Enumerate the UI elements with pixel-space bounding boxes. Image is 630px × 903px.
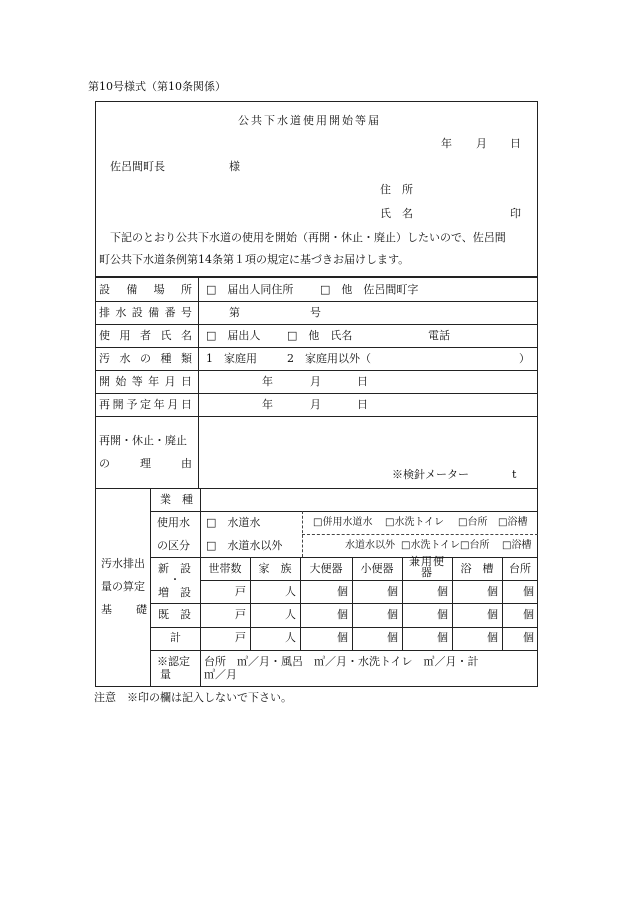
meter-unit: t: [512, 468, 517, 481]
location-same-checkbox[interactable]: □ 届出人同住所: [206, 283, 294, 296]
addition-label: 増 設: [158, 586, 191, 599]
existing-label: 既 設: [158, 608, 191, 621]
header-kitchen: 台所: [509, 562, 531, 575]
certified-amount-line2: ㎥／月: [204, 668, 237, 681]
header-households: 世帯数: [208, 562, 242, 575]
addition-unit-2: 個: [337, 585, 348, 598]
bath-checkbox-2[interactable]: □浴槽: [502, 540, 532, 551]
non-tap-label: 水道水以外: [345, 540, 395, 551]
addition-unit-0: 戸: [235, 585, 246, 598]
drain-number-prefix: 第: [229, 306, 240, 319]
start-date-label: 開 始 等 年 月 日: [99, 375, 192, 388]
user-name-label: 使 用 者 氏 名: [99, 329, 192, 342]
drain-number-label: 排 水 設 備 番 号: [99, 306, 192, 319]
restart-date-year: 年: [262, 398, 273, 411]
restart-date-label: 再 開 予 定 年 月 日: [99, 398, 192, 411]
statement-line1: 下記のとおり公共下水道の使用を開始（再開・休止・廃止）したいので、佐呂間: [110, 231, 506, 244]
existing-unit-4: 個: [437, 608, 448, 621]
total-label: 計: [170, 631, 181, 644]
addressee: 佐呂間町長: [110, 160, 165, 173]
address-label: 住 所: [380, 183, 413, 196]
existing-unit-2: 個: [337, 608, 348, 621]
total-unit-1: 人: [285, 631, 296, 644]
footnote: 注意 ※印の欄は記入しないで下さい。: [94, 691, 292, 704]
addition-unit-4: 個: [437, 585, 448, 598]
addressee-honorific: 様: [229, 160, 240, 173]
location-label: 設 備 場 所: [99, 283, 192, 296]
new-add-separator: ・: [170, 575, 180, 586]
start-date-year: 年: [262, 375, 273, 388]
user-self-checkbox[interactable]: □ 届出人: [206, 329, 261, 342]
seal-mark: 印: [510, 207, 521, 220]
new-install-label: 新 設: [158, 562, 191, 575]
total-unit-6: 個: [523, 631, 534, 644]
kitchen-checkbox-1[interactable]: □台所: [458, 517, 488, 528]
start-date-day: 日: [357, 375, 368, 388]
header-urinal: 小便器: [360, 562, 394, 575]
total-unit-5: 個: [487, 631, 498, 644]
addition-unit-3: 個: [387, 585, 398, 598]
date-month: 月: [476, 137, 487, 150]
sewage-close-paren: ）: [519, 352, 530, 365]
industry-label: 業 種: [160, 493, 193, 506]
bath-checkbox-1[interactable]: □浴槽: [498, 517, 528, 528]
total-unit-3: 個: [387, 631, 398, 644]
date-day: 日: [510, 137, 521, 150]
reason-label-line2: の 理 由: [99, 457, 192, 470]
start-date-month: 月: [310, 375, 321, 388]
header-toilet: 大便器: [309, 562, 343, 575]
header-bathtub: 浴 槽: [460, 562, 494, 575]
user-other-checkbox[interactable]: □ 他 氏名: [287, 329, 353, 342]
phone-label: 電話: [428, 329, 450, 342]
sewage-domestic-option[interactable]: 1 家庭用: [206, 352, 257, 365]
flush-toilet-checkbox-2[interactable]: □水洗トイレ: [401, 540, 460, 551]
certified-label-2: 量: [160, 668, 171, 681]
existing-unit-0: 戸: [235, 608, 246, 621]
restart-date-month: 月: [310, 398, 321, 411]
drain-number-suffix: 号: [310, 306, 321, 319]
existing-unit-3: 個: [387, 608, 398, 621]
total-unit-2: 個: [337, 631, 348, 644]
statement-line2: 町公共下水道条例第14条第１項の規定に基づきお届けします。: [99, 253, 410, 266]
water-use-label-2: の区分: [157, 539, 190, 552]
flush-toilet-checkbox-1[interactable]: □水洗トイレ: [385, 517, 444, 528]
name-label: 氏 名: [380, 207, 413, 220]
restart-date-day: 日: [357, 398, 368, 411]
existing-unit-1: 人: [285, 608, 296, 621]
tap-water-checkbox[interactable]: □ 水道水: [206, 516, 261, 529]
addition-unit-5: 個: [487, 585, 498, 598]
non-tap-water-checkbox[interactable]: □ 水道水以外: [206, 539, 283, 552]
location-other-checkbox[interactable]: □ 他 佐呂間町字: [320, 283, 419, 296]
kitchen-checkbox-2[interactable]: □台所: [460, 540, 490, 551]
meter-label: ※検針メーター: [392, 468, 469, 481]
total-unit-0: 戸: [235, 631, 246, 644]
calc-label-line3: 基 礎: [101, 603, 147, 616]
calc-label-line1: 汚水排出: [101, 557, 145, 570]
calc-label-line2: 量の算定: [101, 580, 145, 593]
addition-unit-1: 人: [285, 585, 296, 598]
header-separator: [95, 276, 538, 278]
certified-label-1: ※認定: [157, 655, 190, 668]
form-number: 第10号様式（第10条関係）: [88, 80, 226, 93]
reason-label-line1: 再開・休止・廃止: [99, 434, 187, 447]
existing-unit-5: 個: [487, 608, 498, 621]
certified-amount-line1: 台所 ㎥／月・風呂 ㎥／月・水洗トイレ ㎥／月・計: [204, 655, 479, 668]
addition-unit-6: 個: [523, 585, 534, 598]
water-use-label-1: 使用水: [157, 516, 190, 529]
existing-unit-6: 個: [523, 608, 534, 621]
header-dual-toilet: 兼用便器: [409, 555, 445, 579]
date-year: 年: [441, 137, 452, 150]
sewage-type-label: 汚 水 の 種 類: [99, 352, 192, 365]
header-family: 家 族: [258, 562, 292, 575]
total-unit-4: 個: [437, 631, 448, 644]
sewage-nondomestic-option[interactable]: 2 家庭用以外（: [287, 352, 371, 365]
form-title: 公共下水道使用開始等届: [238, 114, 381, 127]
combined-tap-checkbox[interactable]: □併用水道水: [313, 517, 373, 528]
